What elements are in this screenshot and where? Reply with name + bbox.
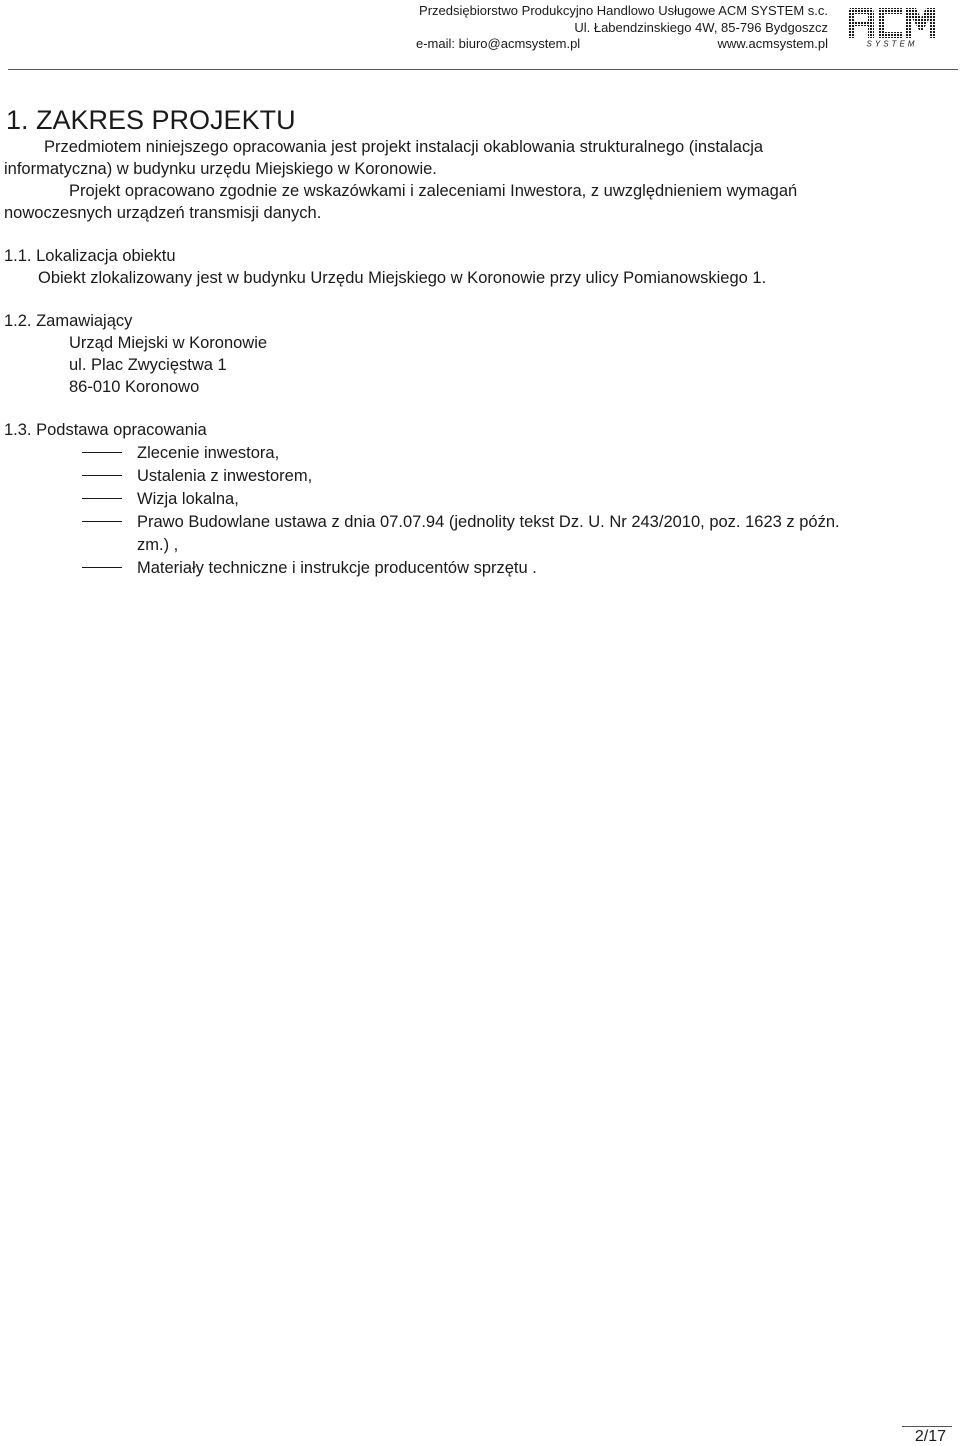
intro-line-1: Przedmiotem niniejszego opracowania jest projekt instalacji okablowania strukturalnego (instalacja: [44, 138, 764, 156]
intro-line-3: Projekt opracowano zgodnie ze wskazówkami i zaleceniami Inwestora, z uwzględnieniem wymagań: [69, 182, 798, 200]
list-dash: [82, 452, 122, 453]
list-dash: [82, 521, 122, 522]
client-line-1: Urząd Miejski w Koronowie: [69, 334, 268, 352]
basis-item-1: Zlecenie inwestora,: [137, 444, 280, 462]
basis-item-2: Ustalenia z inwestorem,: [137, 467, 313, 485]
client-line-3: 86-010 Koronowo: [69, 378, 200, 396]
client-line-2: ul. Plac Zwycięstwa 1: [69, 356, 227, 374]
header-rule: [8, 69, 958, 70]
acm-system-logo: [846, 4, 938, 48]
header-company: Przedsiębiorstwo Produkcyjno Handlowo Usługowe ACM SYSTEM s.c.: [419, 3, 828, 18]
list-dash: [82, 475, 122, 476]
client-heading: 1.2. Zamawiający: [4, 312, 133, 330]
header-address: Ul. Łabendzinskiego 4W, 85-796 Bydgoszcz: [574, 20, 828, 35]
intro-line-4: nowoczesnych urządzeń transmisji danych.: [4, 204, 322, 222]
basis-item-5: Materiały techniczne i instrukcje producentów sprzętu .: [137, 559, 537, 577]
location-heading: 1.1. Lokalizacja obiektu: [4, 247, 176, 265]
list-dash: [82, 498, 122, 499]
basis-item-3: Wizja lokalna,: [137, 490, 239, 508]
header-website: www.acmsystem.pl: [717, 36, 828, 51]
basis-item-4: Prawo Budowlane ustawa z dnia 07.07.94 (jednolity tekst Dz. U. Nr 243/2010, poz. 1623 z późn.: [137, 513, 840, 531]
footer-rule: [902, 1426, 952, 1427]
header-email: e-mail: biuro@acmsystem.pl: [416, 36, 581, 51]
list-dash: [82, 567, 122, 568]
svg-text:SYSTEM: SYSTEM: [866, 39, 918, 48]
section-title: 1. ZAKRES PROJEKTU: [6, 105, 296, 135]
location-text: Obiekt zlokalizowany jest w budynku Urzędu Miejskiego w Koronowie przy ulicy Pomianowskiego 1.: [38, 269, 767, 287]
basis-item-4-continuation: zm.) ,: [137, 536, 179, 554]
basis-heading: 1.3. Podstawa opracowania: [4, 421, 207, 439]
intro-line-2: informatyczna) w budynku urzędu Miejskiego w Koronowie.: [4, 160, 437, 178]
page-number: 2/17: [914, 1428, 946, 1445]
page-header: [0, 0, 960, 72]
